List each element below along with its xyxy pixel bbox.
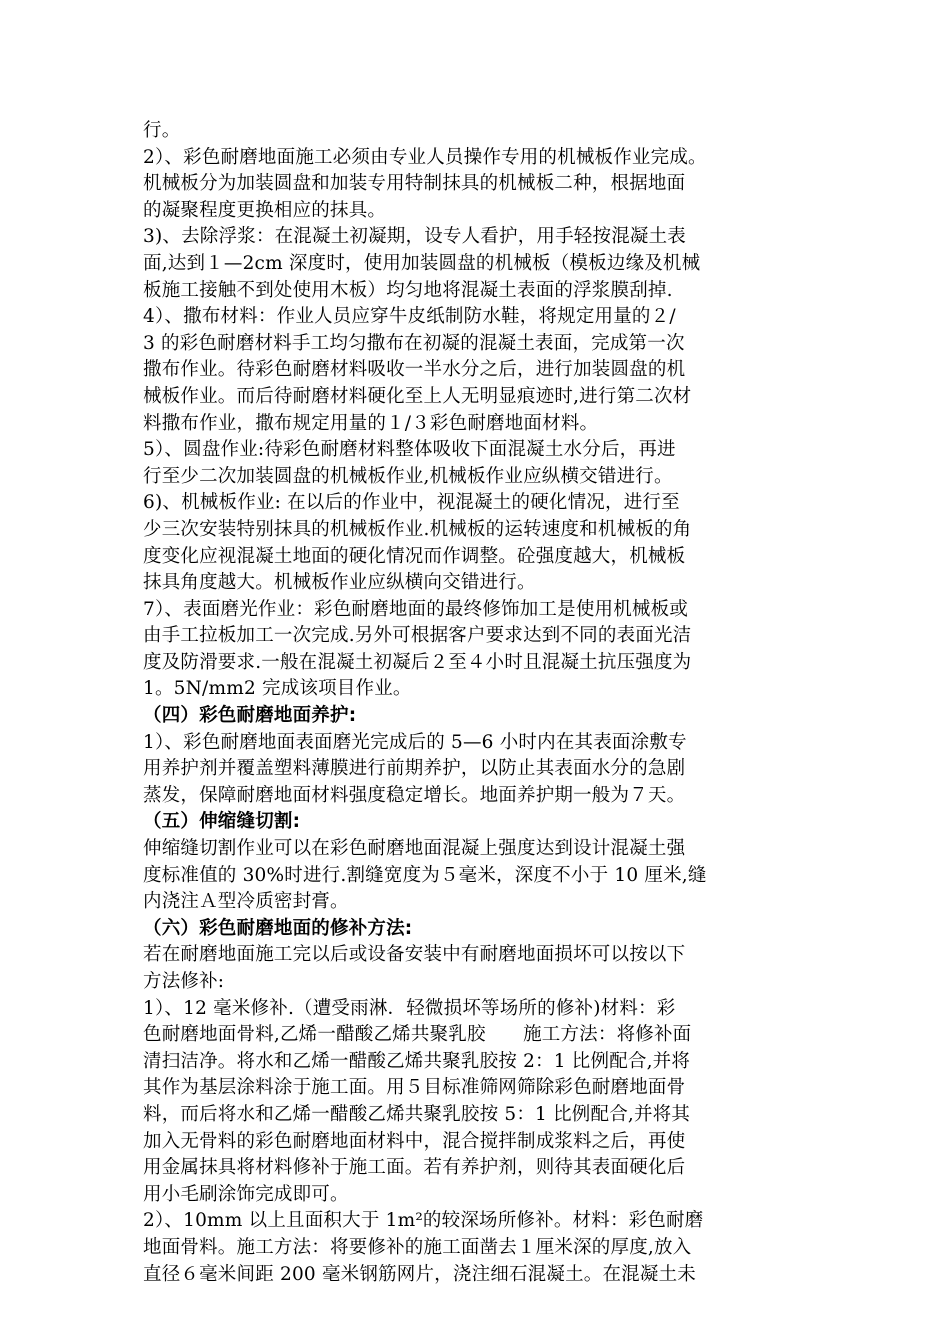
text-line: 3)、去除浮浆：在混凝土初凝期，设专人看护，用手轻按混凝土表: [143, 226, 686, 248]
text-line: 用小毛刷涂饰完成即可。: [143, 1183, 349, 1205]
text-line: 用养护剂并覆盖塑料薄膜进行前期养护，以防止其表面水分的急剧: [143, 758, 686, 780]
text-line: 内浇注Ａ型冷质密封膏。: [143, 891, 349, 913]
text-line: 度及防滑要求.一般在混凝土初凝后２至４小时且混凝土抗压强度为: [143, 651, 692, 673]
text-line: 伸缩缝切割作业可以在彩色耐磨地面混凝上强度达到设计混凝土强: [143, 838, 686, 860]
section-heading: （五）伸缩缝切割:: [143, 811, 301, 833]
text-line: 料撒布作业，撒布规定用量的１/３彩色耐磨地面材料。: [143, 412, 599, 434]
text-line: 度标准值的 30%时进行.割缝宽度为５毫米，深度不小于 10 厘米,缝: [143, 864, 707, 886]
text-line: 行。: [143, 120, 181, 141]
text-line: 械板作业。而后待耐磨材料硬化至上人无明显痕迹时,进行第二次材: [143, 385, 692, 407]
text-line: 的凝聚程度更换相应的抹具。: [143, 199, 387, 221]
text-line: 行至少二次加装圆盘的机械板作业,机械板作业应纵横交错进行。: [143, 465, 673, 487]
text-line: 若在耐磨地面施工完以后或设备安装中有耐磨地面损坏可以按以下: [143, 944, 686, 966]
text-line: 地面骨料。施工方法：将要修补的施工面凿去１厘米深的厚度,放入: [143, 1236, 692, 1258]
text-line: 直径６毫米间距 200 毫米钢筋网片，浇注细石混凝土。在混凝土未: [143, 1263, 696, 1285]
text-line: 少三次安装特别抹具的机械板作业.机械板的运转速度和机械板的角: [143, 518, 692, 540]
text-line: 清扫洁净。将水和乙烯一醋酸乙烯共聚乳胶按 2：1 比例配合,并将: [143, 1050, 691, 1072]
text-line: 1）、彩色耐磨地面表面磨光完成后的 5—6 小时内在其表面涂敷专: [143, 731, 687, 753]
document-body: [143, 118, 803, 1288]
text-line: 撒布作业。待彩色耐磨材料吸收一半水分之后，进行加装圆盘的机: [143, 359, 686, 381]
text-line: 7）、表面磨光作业：彩色耐磨地面的最终修饰加工是使用机械板或: [143, 598, 689, 620]
text-line: 6)、机械板作业: 在以后的作业中，视混凝土的硬化情况，进行至: [143, 492, 680, 514]
text-line: 由手工拉板加工一次完成.另外可根据客户要求达到不同的表面光洁: [143, 625, 692, 647]
text-line: 板施工接触不到处使用木板）均匀地将混凝土表面的浮浆膜刮掉.: [143, 279, 673, 301]
text-line: 4）、撒布材料：作业人员应穿牛皮纸制防水鞋，将规定用量的２/: [143, 306, 676, 328]
text-line: 度变化应视混凝土地面的硬化情况而作调整。砼强度越大，机械板: [143, 545, 686, 567]
section-heading: （六）彩色耐磨地面的修补方法:: [143, 917, 413, 939]
section-heading: （四）彩色耐磨地面养护:: [143, 705, 357, 727]
text-line: 机械板分为加装圆盘和加装专用特制抹具的机械板二种，根据地面: [143, 173, 686, 195]
text-line: 方法修补:: [143, 971, 225, 992]
text-line: 色耐磨地面骨料,乙烯一醋酸乙烯共聚乳胶 施工方法：将修补面: [143, 1024, 692, 1046]
text-line: 2）、彩色耐磨地面施工必须由专业人员操作专用的机械板作业完成。: [143, 146, 707, 168]
text-line: 面,达到１—2cm 深度时，使用加装圆盘的机械板（模板边缘及机械: [143, 252, 701, 274]
text-line: 其作为基层涂料涂于施工面。用５目标准筛网筛除彩色耐磨地面骨: [143, 1077, 686, 1099]
text-line: 2）、10mm 以上且面积大于 1m²的较深场所修补。材料：彩色耐磨: [143, 1210, 704, 1232]
text-line: 蒸发，保障耐磨地面材料强度稳定增长。地面养护期一般为７天。: [143, 784, 686, 806]
text-line: 3 的彩色耐磨材料手工均匀撒布在初凝的混凝土表面，完成第一次: [143, 332, 685, 354]
text-line: 料，而后将水和乙烯一醋酸乙烯共聚乳胶按 5：1 比例配合,并将其: [143, 1103, 691, 1125]
text-line: 1）、12 毫米修补.（遭受雨淋．轻微损坏等场所的修补)材料：彩: [143, 997, 676, 1019]
text-line: 用金属抹具将材料修补于施工面。若有养护剂，则待其表面硬化后: [143, 1157, 686, 1179]
text-line: 5）、圆盘作业:待彩色耐磨材料整体吸收下面混凝土水分后，再进: [143, 439, 676, 461]
text-line: 加入无骨料的彩色耐磨地面材料中，混合搅拌制成浆料之后，再使: [143, 1130, 686, 1152]
text-line: 1。5N/mm2 完成该项目作业。: [143, 678, 412, 700]
text-line: 抹具角度越大。机械板作业应纵横向交错进行。: [143, 572, 536, 594]
